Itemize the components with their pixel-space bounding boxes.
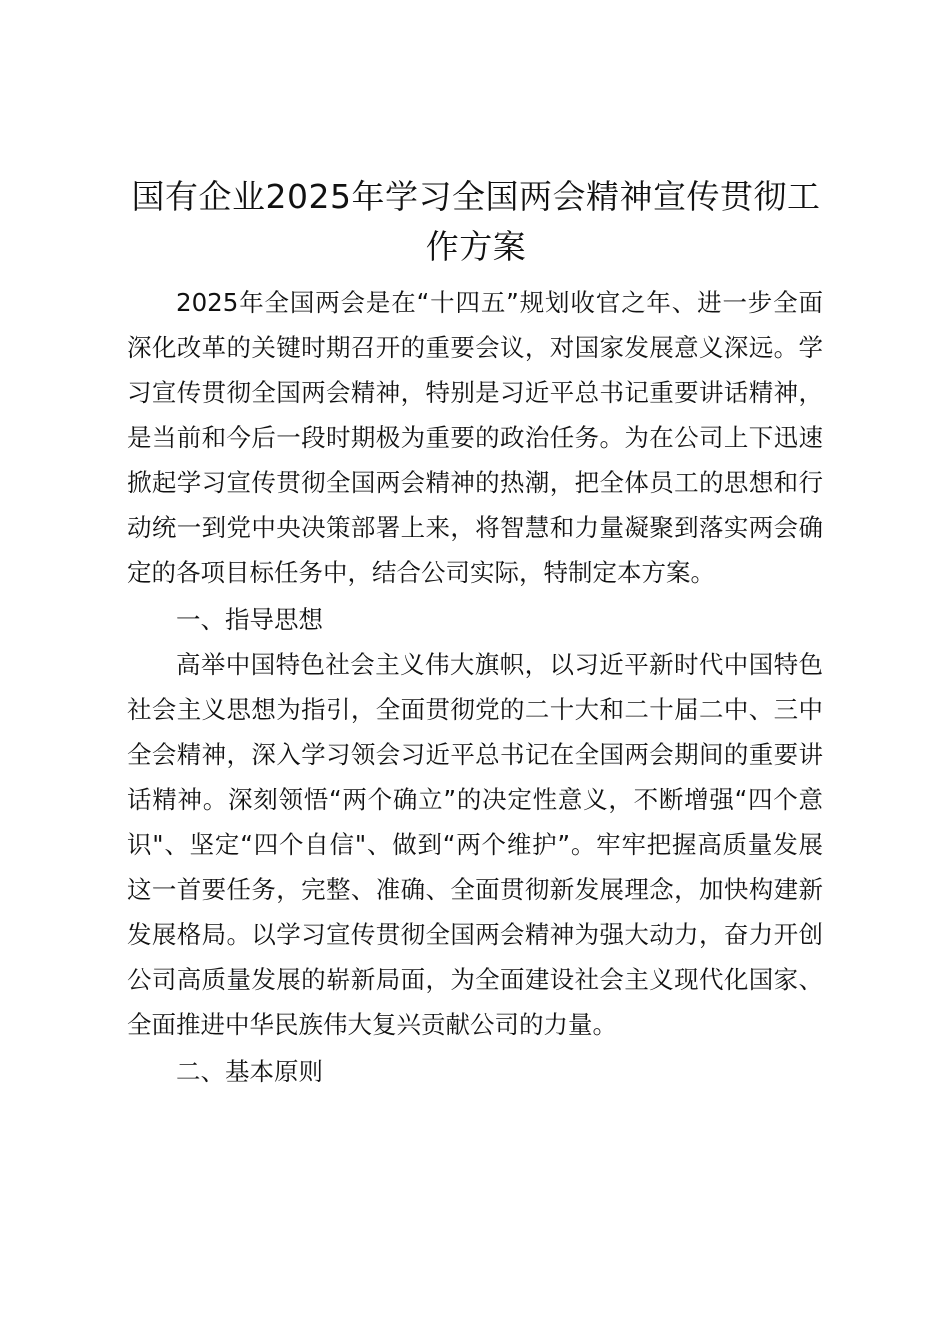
document-body <box>127 280 823 1094</box>
document-title: 国有企业2025年学习全国两会精神宣传贯彻工作方案 <box>131 177 821 266</box>
section-heading-basic-principles: 二、基本原则 <box>176 1057 323 1086</box>
intro-paragraph: 2025年全国两会是在“十四五”规划收官之年、进一步全面深化改革的关键时期召开的重要会议，对国家发展意义深远。学习宣传贯彻全国两会精神，特别是习近平总书记重要讲话精神，是当前和今后一段时期极为重要的政治任务。为在公司上下迅速掀起学习宣传贯彻全国两会精神的热潮，把全体员工的思想和行动统一到党中央决策部署上来，将智慧和力量凝聚到落实两会确定的各项目标任务中，结合公司实际，特制定本方案。 <box>127 288 823 587</box>
guiding-ideology-paragraph: 高举中国特色社会主义伟大旗帜，以习近平新时代中国特色社会主义思想为指引，全面贯彻党的二十大和二十届二中、三中全会精神，深入学习领会习近平总书记在全国两会期间的重要讲话精神。深刻领悟“两个确立”的决定性意义，不断增强“四个意识"、坚定“四个自信"、做到“两个维护”。牢牢把握高质量发展这一首要任务，完整、准确、全面贯彻新发展理念，加快构建新发展格局。以学习宣传贯彻全国两会精神为强大动力，奋力开创公司高质量发展的崭新局面，为全面建设社会主义现代化国家、全面推进中华民族伟大复兴贡献公司的力量。 <box>127 650 823 1039</box>
section-heading-guiding-ideology: 一、指导思想 <box>176 605 323 634</box>
